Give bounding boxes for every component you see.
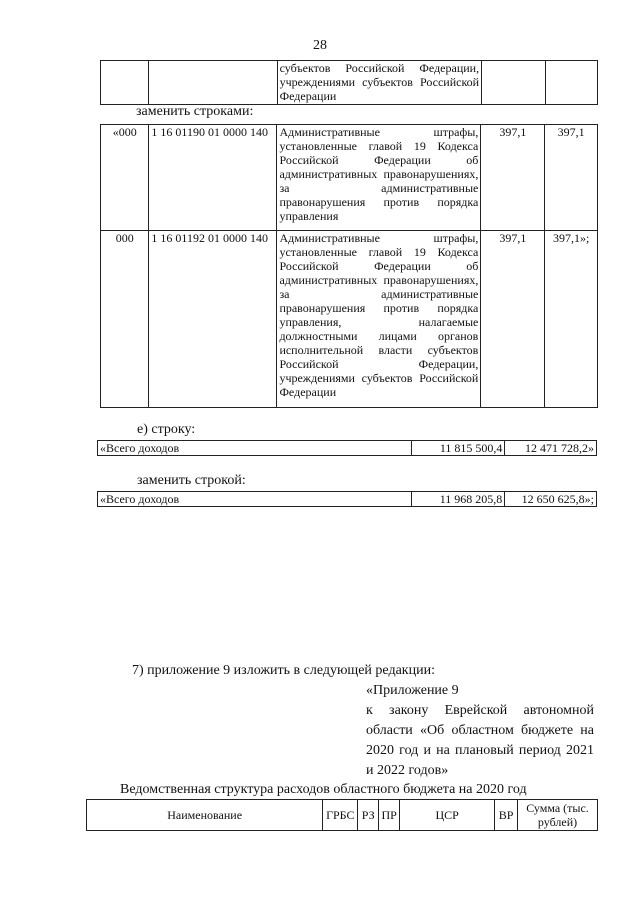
top-fragment-table	[100, 60, 598, 105]
table-row	[98, 441, 597, 456]
total-old-label: «Всего доходов	[98, 441, 412, 456]
replace-row-label: заменить строкой:	[137, 473, 246, 488]
header-rz: РЗ	[358, 800, 379, 831]
table-header-row	[87, 800, 598, 831]
total-new-table	[97, 491, 597, 507]
total-old-value-1: 11 815 500,4	[412, 441, 505, 456]
row-code: «000	[101, 125, 149, 231]
header-pr: ПР	[379, 800, 400, 831]
header-grbs: ГРБС	[323, 800, 358, 831]
row-kbk: 1 16 01190 01 0000 140	[149, 125, 277, 231]
appendix-text: к закону Еврейской автономной области «Об областном бюджете на 2020 год и на плановый период 2021 и 2022 годов»	[366, 703, 594, 778]
table-row	[98, 492, 597, 507]
table-row	[101, 231, 598, 408]
appendix-block	[366, 681, 594, 781]
row-code: 000	[101, 231, 149, 408]
e-label: е) строку:	[137, 422, 196, 437]
item-7: 7) приложение 9 изложить в следующей редакции:	[132, 663, 435, 678]
header-csr: ЦСР	[400, 800, 495, 831]
structure-title: Ведомственная структура расходов областного бюджета на 2020 год	[120, 782, 527, 797]
row-kbk: 1 16 01192 01 0000 140	[149, 231, 277, 408]
table-row	[101, 125, 598, 231]
row-value-2020: 397,1	[481, 125, 545, 231]
row-value-2021: 397,1	[545, 125, 598, 231]
replacement-table	[100, 124, 598, 408]
row-value-2020: 397,1	[481, 231, 545, 408]
appendix-title: «Приложение 9	[366, 683, 459, 698]
header-name: Наименование	[87, 800, 323, 831]
top-fragment-text: субъектов Российской Федерации, учреждениями субъектов Российской Федерации	[277, 61, 481, 105]
total-old-value-2: 12 471 728,2»	[505, 441, 597, 456]
row-value-2021: 397,1»;	[545, 231, 598, 408]
total-new-value-2: 12 650 625,8»;	[505, 492, 597, 507]
row-description: Административные штрафы, установленные главой 19 Кодекса Российской Федерации об административных правонарушениях, за административные правонарушения против порядка управления	[277, 125, 481, 231]
total-old-table	[97, 440, 597, 456]
replace-rows-label: заменить строками:	[136, 104, 254, 119]
page-number: 28	[313, 38, 327, 53]
header-vr: ВР	[495, 800, 518, 831]
row-description: Административные штрафы, установленные главой 19 Кодекса Российской Федерации об административных правонарушениях, за административные правонарушения против порядка управления, налагаемые должностными лицами органов исполнительной власти субъектов Российской Федерации, учреждениями субъектов Российской Федерации	[277, 231, 481, 408]
total-new-label: «Всего доходов	[98, 492, 412, 507]
total-new-value-1: 11 968 205,8	[411, 492, 504, 507]
structure-header-table	[86, 799, 598, 831]
header-sum: Сумма (тыс. рублей)	[518, 800, 598, 831]
